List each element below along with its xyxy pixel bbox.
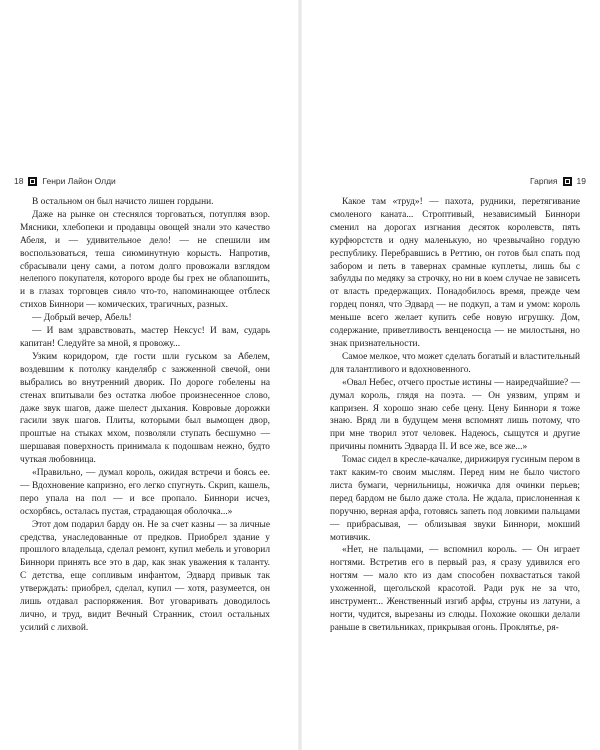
paragraph: «Нет, не пальцами, — вспомнил король. — Он играет ногтями. Встретив его в первый раз, я сразу удивился его ногтям — мало кто из дам способен похвастаться такой ухоженной, щегольской красотой. Ради рук не за что, инструмент... Женственный изгиб арфы, струны из латуни, а ногти, чудится, вырезаны из слюды. Похожие окошки делали раньше в светильниках, прикрывая огонь. Проклятье, ря- xyxy=(330,545,580,633)
left-page-body xyxy=(20,196,270,635)
book-gutter xyxy=(298,0,302,750)
paragraph: — Добрый вечер, Абель! xyxy=(32,313,132,324)
paragraph: Этот дом подарил барду он. Не за счет казны — за личные средства, унаследованные от предков. Приобрел здание у прошлого владельца, сделал ремонт, купил мебель и уговорил Биннори принять все это в дар, как знак уважения к таланту. С детства, еще сопливым инфантом, Эдвард привык так утверждать: приобрел, сделал, купил — хотя, разумеется, он лишь отдавал распоряжения. Вот уговаривать доводилось лично, и труд, видит Вечный Странник, стоил остальных усилий с лихвой. xyxy=(20,519,270,633)
left-running-head xyxy=(14,174,116,188)
paragraph: Узким коридором, где гости шли гуськом за Абелем, воздевшим к потолку канделябр с зажженной свечой, они выбрались во внутренний дворик. По дороге гобелены на стенах впитывали без остатка любое произнесенное слово, даже звук шагов, даже шелест дыхания. Ковровые дорожки гасили звук шагов. Плиты, которыми был вымощен двор, проштые на стыках мхом, позволяли ступать бесшумно — шершавая поверхность принимала к подошвам нежно, будто чуткая любовница. xyxy=(20,351,270,466)
right-page-body xyxy=(330,196,580,635)
paragraph: Даже на рынке он стеснялся торговаться, потупляя взор. Мясники, хлебопеки и продавцы овощей знали это качество Абеля, и — удивительное дело! — не спешили им воспользоваться, теша сиюминутную корысть. Напротив, сбрасывали цену сами, а потом долго провожали взглядом нелепого покупателя, которого вроде бы грех не облапошить, и в глазах торговцев сияло что-то, напоминающее отблеск стихов Биннори — комических, трагичных, разных. xyxy=(20,209,270,311)
left-page-number: 18 xyxy=(14,176,24,186)
ornament-icon xyxy=(563,177,572,186)
left-author-title: Генри Лайон Олди xyxy=(42,176,116,186)
ornament-icon xyxy=(28,177,37,186)
paragraph: «Правильно, — думал король, ожидая встречи и боясь ее. — Вдохновение капризно, его легко спугнуть. Скрип, кашель, перо упала на пол — и все пропало. Биннори исчез, осхорбясь, осталась пустая, страдающая оболочка...» xyxy=(20,468,270,517)
paragraph: Какое там «труд»! — пахота, рудники, перетягивание смоленого каната... Строптивый, независимый Биннори сменил на дорогах изгнания десяток королевств, пять курфюрстств и одну маленькую, но чрезвычайно гордую республику. Перебравшись в Реттию, он готов был спать под забором и петь в тавернах срамные куплеты, лишь бы с забулды по медяку за строчку, но ни в коем случае не зависеть от власть предержащих. Понадобилось время, прежде чем гордец понял, что Эдвард — не подкуп, а там и умом: король меньше всего желает купить себе новую игрушку. Дом, содержание, приветливость венценосца — не милостыня, но знак признательности. xyxy=(330,197,580,349)
right-running-head xyxy=(530,174,586,188)
paragraph: В остальном он был начисто лишен гордыни. xyxy=(32,197,214,207)
right-page-number: 19 xyxy=(576,176,586,186)
paragraph: Томас сидел в кресле-качалке, дирижируя гусиным пером в такт каким-то своим мыслям. Перед ним не было чистого листа бумаги, чернильницы, ножичка для очинки перьев; перед бардом не было даже стола. Не ждала, прислоненная к поручню, верная арфа, готовясь запеть под ловкими пальцами — прибрасывая, — облизывая звуки Биннори, мокший мотивчик. xyxy=(330,455,580,543)
paragraph: «Овал Небес, отчего простые истины — наиредчайшие? — думал король, глядя на поэта. — Он уязвим, упрям и капризен. Я хорошо знаю себе цену. Цену Биннори я тоже знаю. Вряд ли в будущем меня вспомнят лишь потому, что при мне творил этот человек. Надеюсь, сыщутся и другие причины помнить Эдварда II. И все же, все же...» xyxy=(330,377,580,453)
paragraph: Самое мелкое, что может сделать богатый и властительный для талантливого и вдохновенного. xyxy=(330,351,580,375)
paragraph: — И вам здравствовать, мастер Нексус! И вам, сударь капитан! Следуйте за мной, я провожу... xyxy=(20,326,270,349)
right-book-title: Гарпия xyxy=(529,176,558,186)
